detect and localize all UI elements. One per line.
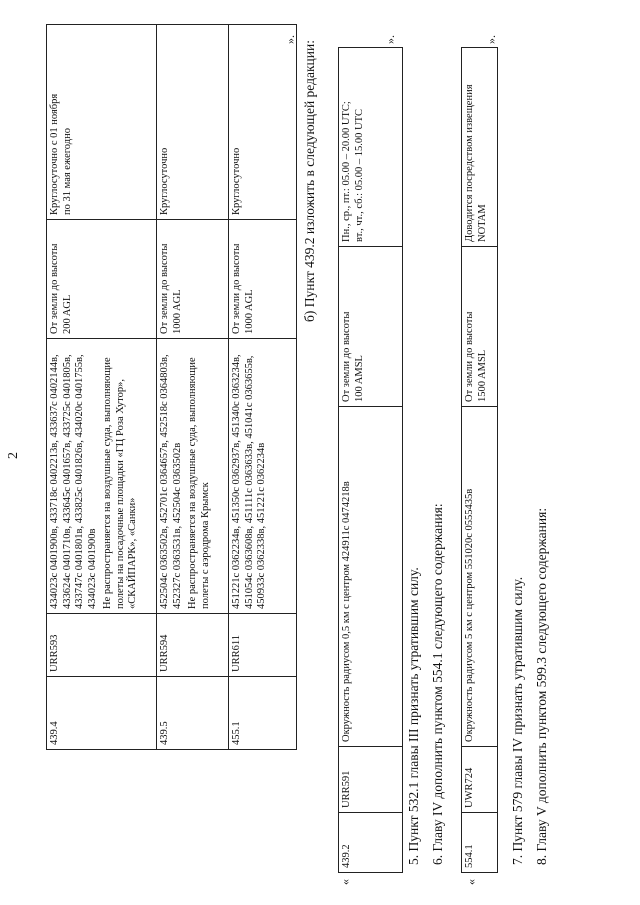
zone-code: URR593 bbox=[47, 614, 157, 677]
page-number: 2 bbox=[6, 452, 21, 459]
zone-coordinates: 451221с 0362234в, 451350с 0362937в, 451340с 0363234в, 451054с 0363608в, 451111с 0363633в, 451041с 0363655в, 450933с 0362338в, 451221с 0362234в bbox=[229, 339, 297, 614]
zone-altitude: От земли до высоты 1000 AGL bbox=[229, 220, 297, 339]
opening-quote: « bbox=[338, 879, 352, 885]
paragraph-8: 8. Главу V дополнить пунктом 599.3 следующего содержания: bbox=[534, 507, 549, 865]
zone-time: Доводится посредством извещения NOTAM bbox=[462, 48, 498, 247]
zone-altitude: От земли до высоты 1000 AGL bbox=[157, 220, 229, 339]
zone-altitude: От земли до высоты 1500 AMSL bbox=[462, 247, 498, 407]
opening-quote: « bbox=[464, 879, 478, 885]
paragraph-6: 6. Главу IV дополнить пунктом 554.1 следующего содержания: bbox=[430, 503, 445, 865]
closing-quote: ». bbox=[283, 35, 297, 44]
zone-coordinates: 434023с 0401900в, 433718с 0402213в, 433637с 0402144в, 433624с 0401710в, 433645с 0401657в, 433725с 0401805в, 433747с 0401801в, 433825с 0401826в, 434020с 0401755в, 434023с 0401900в Не распространяется на воздушные суда, выполняющие полеты на посадочные площадки «ГЦ Роза Хутор», «СКАЙПАРК», «Санки» bbox=[47, 339, 157, 614]
zone-554-1-table bbox=[461, 47, 498, 873]
paragraph-5: 5. Пункт 532.1 главы III признать утратившим силу. bbox=[406, 567, 421, 865]
zone-time: Круглосуточно с 01 ноября по 31 мая ежегодно bbox=[47, 25, 157, 220]
zone-time: Пн., ср., пт.: 05.00 – 20.00 UTC; вт., чт., сб.: 05.00 – 15.00 UTC bbox=[339, 48, 403, 247]
zone-area: Окружность радиусом 5 км с центром 551020с 0555435в bbox=[462, 407, 498, 747]
zone-number: 439.5 bbox=[157, 677, 229, 750]
zone-time: Круглосуточно bbox=[229, 25, 297, 220]
zone-code: URR611 bbox=[229, 614, 297, 677]
zone-altitude: От земли до высоты 100 AMSL bbox=[339, 247, 403, 407]
zone-number: 455.1 bbox=[229, 677, 297, 750]
paragraph-7: 7. Пункт 579 главы IV признать утратившим силу. bbox=[510, 576, 525, 865]
table-row bbox=[339, 48, 403, 873]
paragraph-b: б) Пункт 439.2 изложить в следующей редакции: bbox=[302, 40, 317, 322]
zone-altitude: От земли до высоты 200 AGL bbox=[47, 220, 157, 339]
zone-number: 554.1 bbox=[462, 813, 498, 873]
zone-439-2-table bbox=[338, 47, 403, 873]
zone-number: 439.2 bbox=[339, 813, 403, 873]
zone-code: URR591 bbox=[339, 747, 403, 813]
table-row bbox=[462, 48, 498, 873]
closing-quote: ». bbox=[484, 35, 498, 44]
zone-time: Круглосуточно bbox=[157, 25, 229, 220]
table-row bbox=[157, 25, 229, 750]
closing-quote: ». bbox=[383, 35, 397, 44]
zone-code: UWR724 bbox=[462, 747, 498, 813]
table-row bbox=[47, 25, 157, 750]
zone-coordinates: 452504с 0363502в, 452701с 0364657в, 452518с 0364803в, 452327с 0363531в, 452504с 0363502в Не распространяется на воздушные суда, выполняющие полеты с аэродрома Крымск bbox=[157, 339, 229, 614]
zone-area: Окружность радиусом 0,5 км с центром 424911с 0474218в bbox=[339, 407, 403, 747]
zone-code: URR594 bbox=[157, 614, 229, 677]
table-row bbox=[229, 25, 297, 750]
restricted-areas-table bbox=[46, 24, 297, 750]
zone-number: 439.4 bbox=[47, 677, 157, 750]
